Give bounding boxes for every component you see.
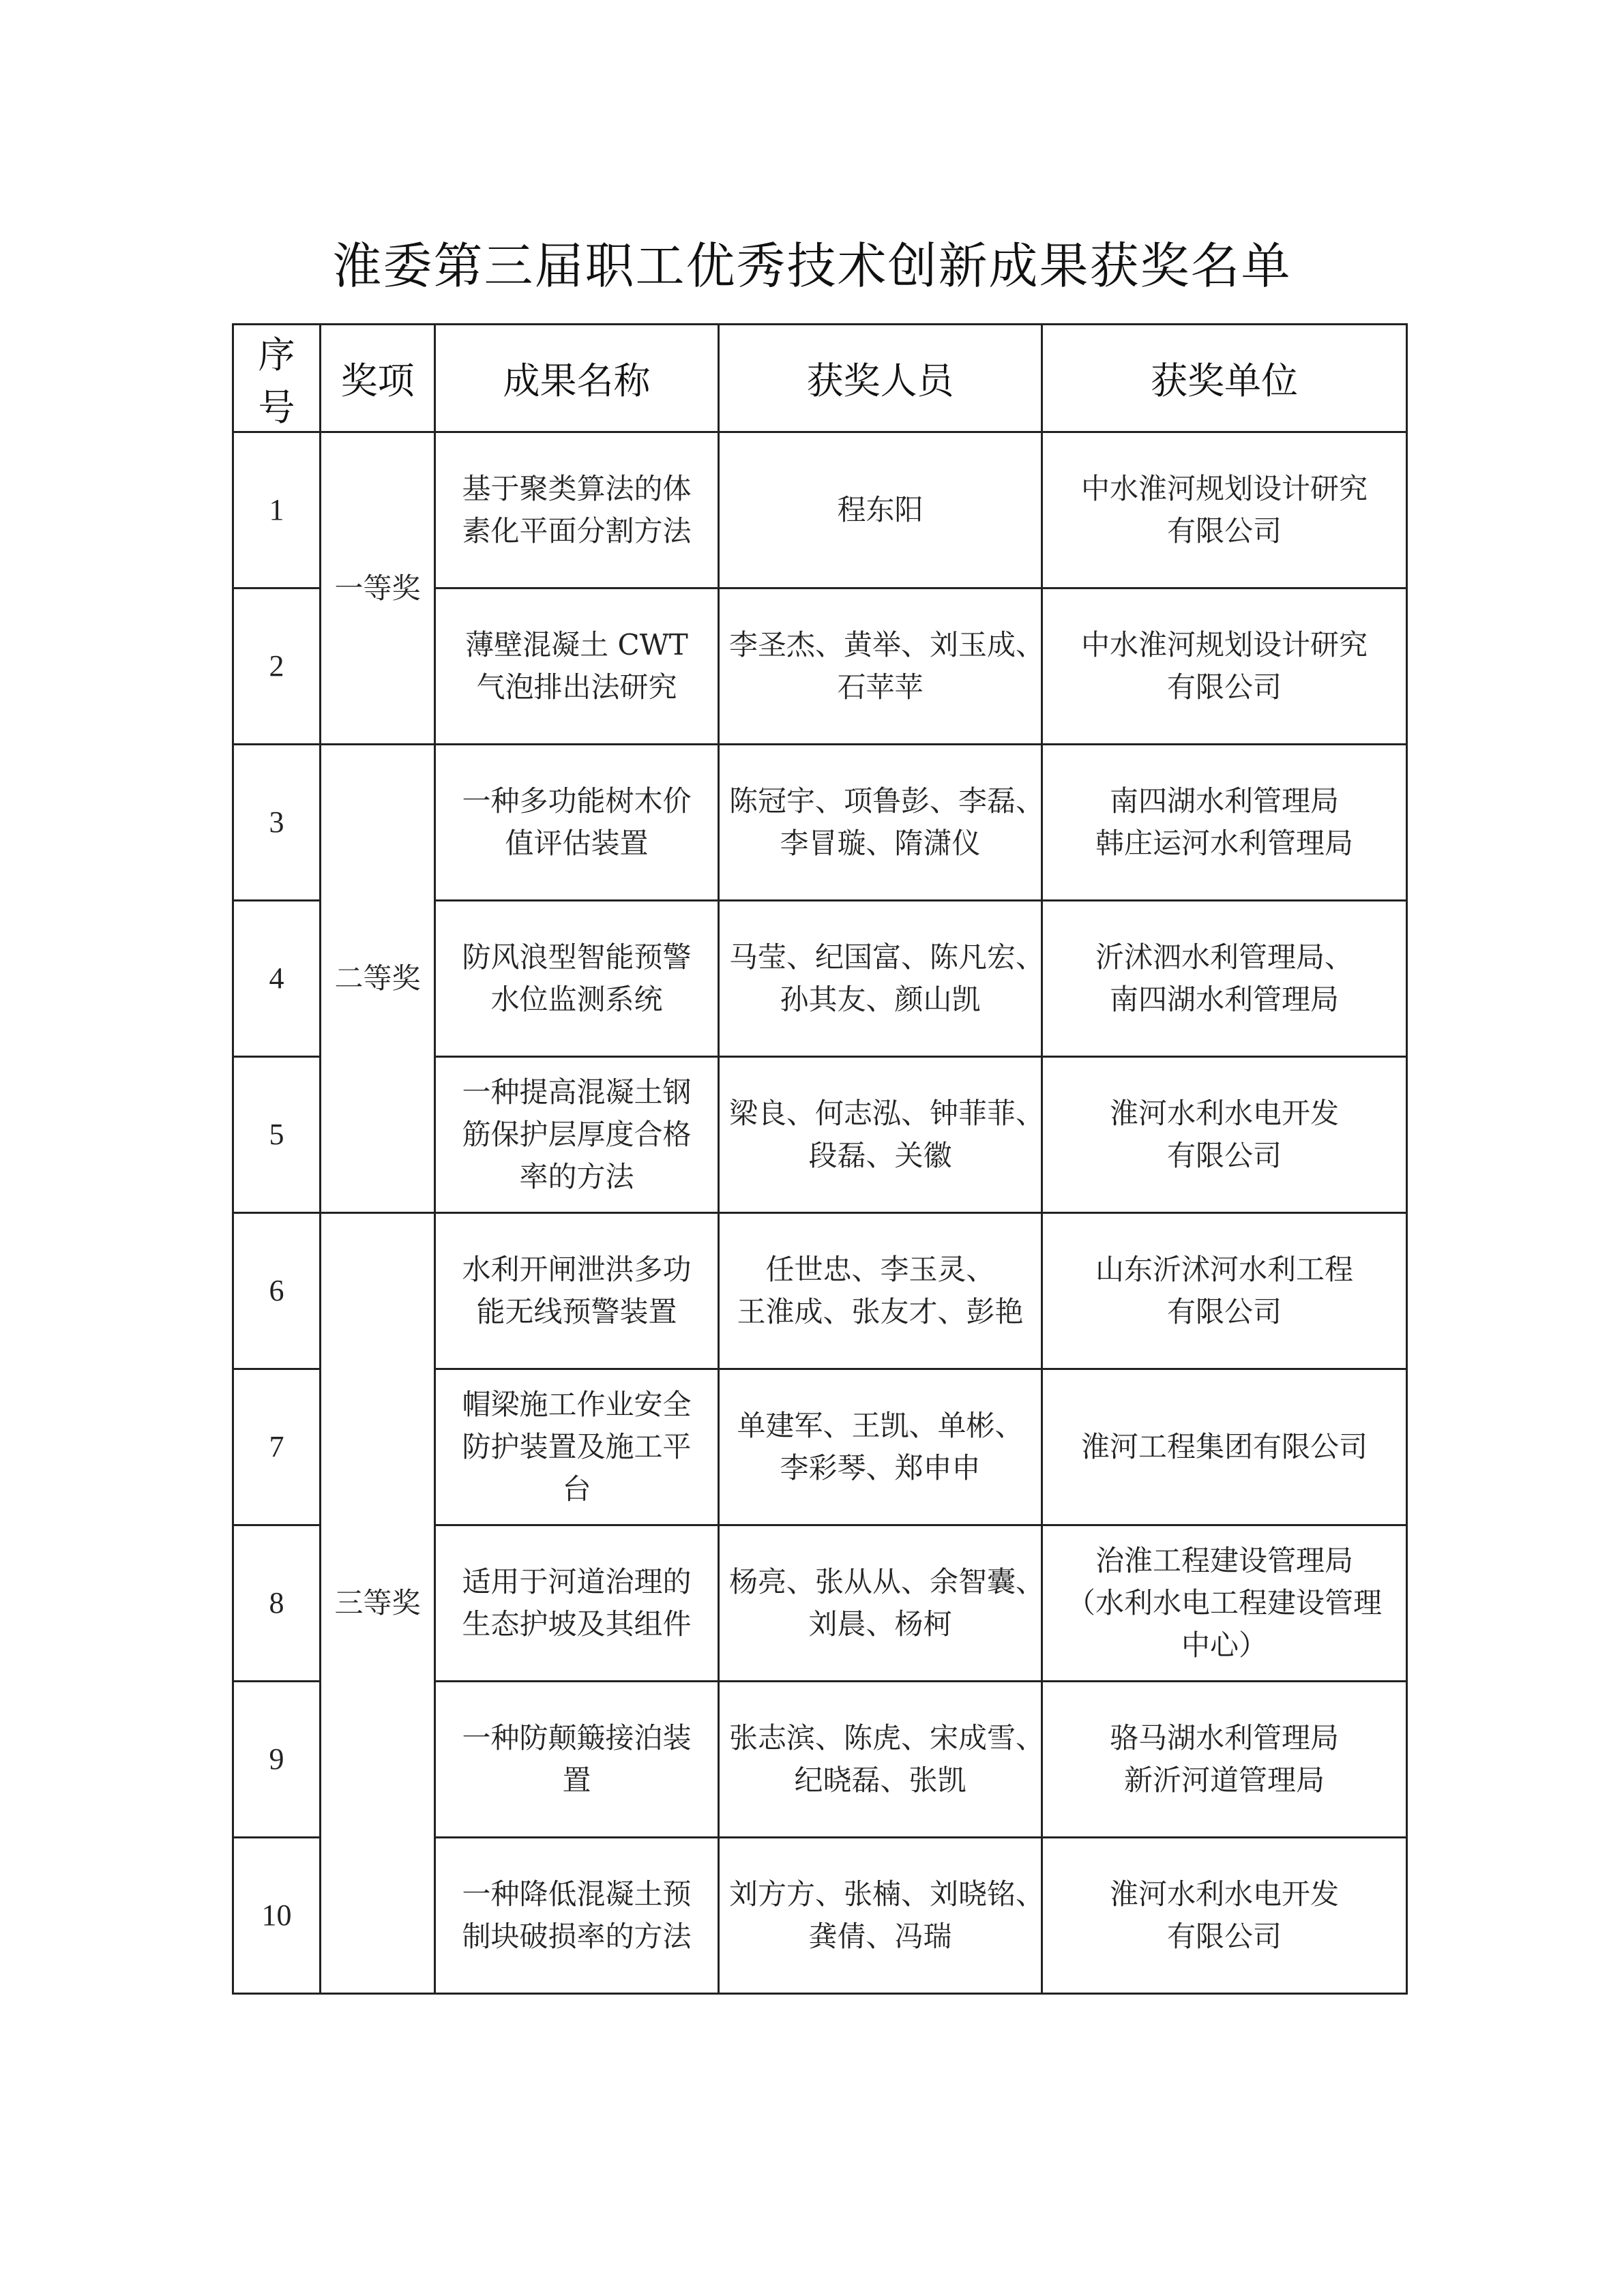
winners-line: 张志滨、陈虎、宋成雪、: [729, 1721, 1045, 1755]
unit-line: 南四湖水利管理局: [1109, 983, 1339, 1016]
winners-cell: [719, 1525, 1045, 1682]
header-award: 奖项: [321, 325, 435, 432]
unit-line: 中水淮河规划设计研究: [1080, 472, 1368, 505]
result-name-line: 制块破损率的方法: [462, 1920, 692, 1953]
seq-cell: 1: [233, 432, 321, 588]
result-name-line: 置: [562, 1763, 591, 1797]
result-name-cell: [435, 588, 719, 745]
header-unit: 获奖单位: [1042, 325, 1407, 432]
unit-line: 淮河水利水电开发: [1109, 1877, 1339, 1911]
unit-line: 有限公司: [1166, 670, 1282, 704]
result-name-line: 基于聚类算法的体: [462, 472, 692, 505]
result-name-cell: [435, 1838, 719, 1994]
result-name-line: 生态护坡及其组件: [462, 1607, 692, 1641]
unit-cell: [1042, 1213, 1407, 1369]
result-name-line: 素化平面分割方法: [462, 514, 692, 548]
result-name-cell: [435, 432, 719, 588]
seq-cell: 6: [233, 1213, 321, 1369]
winners-line: 杨亮、张从从、余智囊、: [729, 1565, 1045, 1598]
award-cell: 一等奖: [321, 432, 435, 745]
page-title: 淮委第三届职工优秀技术创新成果获奖名单: [332, 237, 1292, 295]
header-seq: 序号: [233, 325, 321, 432]
result-name-line: 适用于河道治理的: [462, 1565, 692, 1598]
unit-line: 治淮工程建设管理局: [1095, 1544, 1353, 1577]
winners-line: 李彩琴、郑申申: [780, 1451, 981, 1485]
seq-cell: 3: [233, 745, 321, 901]
result-name-line: 能无线预警装置: [476, 1295, 677, 1328]
result-name-line: 筋保护层厚度合格: [462, 1118, 692, 1151]
result-name-line: 值评估装置: [505, 826, 649, 860]
unit-line: 沂沭泗水利管理局、: [1095, 940, 1353, 974]
unit-cell: [1042, 588, 1407, 745]
unit-cell: [1042, 1057, 1407, 1213]
winners-line: 纪晓磊、张凯: [794, 1763, 966, 1797]
seq-cell: 8: [233, 1525, 321, 1682]
award-cell: 三等奖: [321, 1213, 435, 1994]
unit-line: （水利水电工程建设管理: [1066, 1586, 1382, 1620]
unit-cell: [1042, 745, 1407, 901]
unit-cell: [1042, 432, 1407, 588]
unit-cell: [1042, 1525, 1407, 1682]
unit-cell: [1042, 1682, 1407, 1838]
result-name-cell: [435, 901, 719, 1057]
header-people: 获奖人员: [719, 325, 1042, 432]
winners-line: 马莹、纪国富、陈凡宏、: [729, 940, 1045, 974]
award-cell: 二等奖: [321, 745, 435, 1213]
result-name-line: 气泡排出法研究: [476, 670, 677, 704]
seq-cell: 7: [233, 1369, 321, 1525]
table-body: [233, 432, 1407, 1994]
unit-cell: [1042, 1838, 1407, 1994]
seq-cell: 5: [233, 1057, 321, 1213]
result-name-line: 水利开闸泄洪多功: [462, 1253, 692, 1286]
unit-cell: [1042, 901, 1407, 1057]
unit-line: 南四湖水利管理局: [1109, 784, 1339, 818]
unit-line: 新沂河道管理局: [1123, 1763, 1325, 1797]
result-name-line: 率的方法: [519, 1160, 634, 1193]
result-name-cell: [435, 745, 719, 901]
result-name-cell: [435, 1369, 719, 1525]
award-table: [232, 323, 1408, 1995]
header-name: 成果名称: [435, 325, 719, 432]
unit-line: 淮河工程集团有限公司: [1080, 1430, 1368, 1463]
table-row: [233, 1213, 1407, 1369]
seq-cell: 4: [233, 901, 321, 1057]
winners-cell: [719, 432, 1042, 588]
winners-line: 段磊、关徽: [808, 1139, 952, 1172]
result-name-cell: [435, 1057, 719, 1213]
seq-cell: 9: [233, 1682, 321, 1838]
winners-line: 程东阳: [837, 493, 924, 526]
winners-line: 刘晨、杨柯: [808, 1607, 952, 1641]
result-name-line: 薄壁混凝土 CWT: [465, 628, 688, 661]
result-name-line: 一种提高混凝土钢: [462, 1075, 692, 1109]
result-name-line: 台: [562, 1472, 591, 1506]
result-name-line: 水位监测系统: [490, 983, 663, 1016]
winners-cell: [719, 1369, 1042, 1525]
unit-cell: [1042, 1369, 1407, 1525]
winners-cell: [719, 1682, 1045, 1838]
winners-line: 梁良、何志泓、钟菲菲、: [729, 1097, 1045, 1130]
result-name-line: 防风浪型智能预警: [462, 940, 692, 974]
winners-line: 王淮成、张友才、彭艳: [737, 1295, 1024, 1328]
winners-line: 陈冠宇、项鲁彭、李磊、: [729, 784, 1045, 818]
result-name-line: 防护装置及施工平: [462, 1430, 692, 1463]
unit-line: 有限公司: [1166, 514, 1282, 548]
table-row: [233, 745, 1407, 901]
winners-line: 刘方方、张楠、刘晓铭、: [729, 1877, 1045, 1911]
winners-line: 李圣杰、黄举、刘玉成、: [729, 628, 1045, 661]
table-header-row: [233, 325, 1407, 432]
unit-line: 有限公司: [1166, 1139, 1282, 1172]
winners-line: 单建军、王凯、单彬、: [737, 1409, 1024, 1442]
winners-cell: [719, 1213, 1042, 1369]
winners-line: 任世忠、李玉灵、: [765, 1253, 995, 1286]
unit-line: 韩庄运河水利管理局: [1095, 826, 1353, 860]
unit-line: 有限公司: [1166, 1295, 1282, 1328]
seq-cell: 10: [233, 1838, 321, 1994]
winners-line: 李冒璇、隋潇仪: [780, 826, 981, 860]
result-name-line: 一种防颠簸接泊装: [462, 1721, 692, 1755]
result-name-cell: [435, 1682, 719, 1838]
unit-line: 中水淮河规划设计研究: [1080, 628, 1368, 661]
unit-line: 中心）: [1181, 1628, 1267, 1662]
table-row: [233, 432, 1407, 588]
result-name-line: 一种多功能树木价: [462, 784, 692, 818]
result-name-cell: [435, 1525, 719, 1682]
winners-cell: [719, 1838, 1045, 1994]
winners-line: 石苹苹: [837, 670, 924, 704]
result-name-line: 帽梁施工作业安全: [462, 1388, 692, 1421]
winners-cell: [719, 1057, 1045, 1213]
winners-cell: [719, 588, 1045, 745]
unit-line: 淮河水利水电开发: [1109, 1097, 1339, 1130]
result-name-line: 一种降低混凝土预: [462, 1877, 692, 1911]
unit-line: 骆马湖水利管理局: [1109, 1721, 1339, 1755]
winners-line: 孙其友、颜山凯: [780, 983, 981, 1016]
winners-cell: [719, 901, 1045, 1057]
winners-line: 龚倩、冯瑞: [808, 1920, 952, 1953]
winners-cell: [719, 745, 1045, 901]
unit-line: 山东沂沭河水利工程: [1095, 1253, 1353, 1286]
unit-line: 有限公司: [1166, 1920, 1282, 1953]
result-name-cell: [435, 1213, 719, 1369]
seq-cell: 2: [233, 588, 321, 745]
